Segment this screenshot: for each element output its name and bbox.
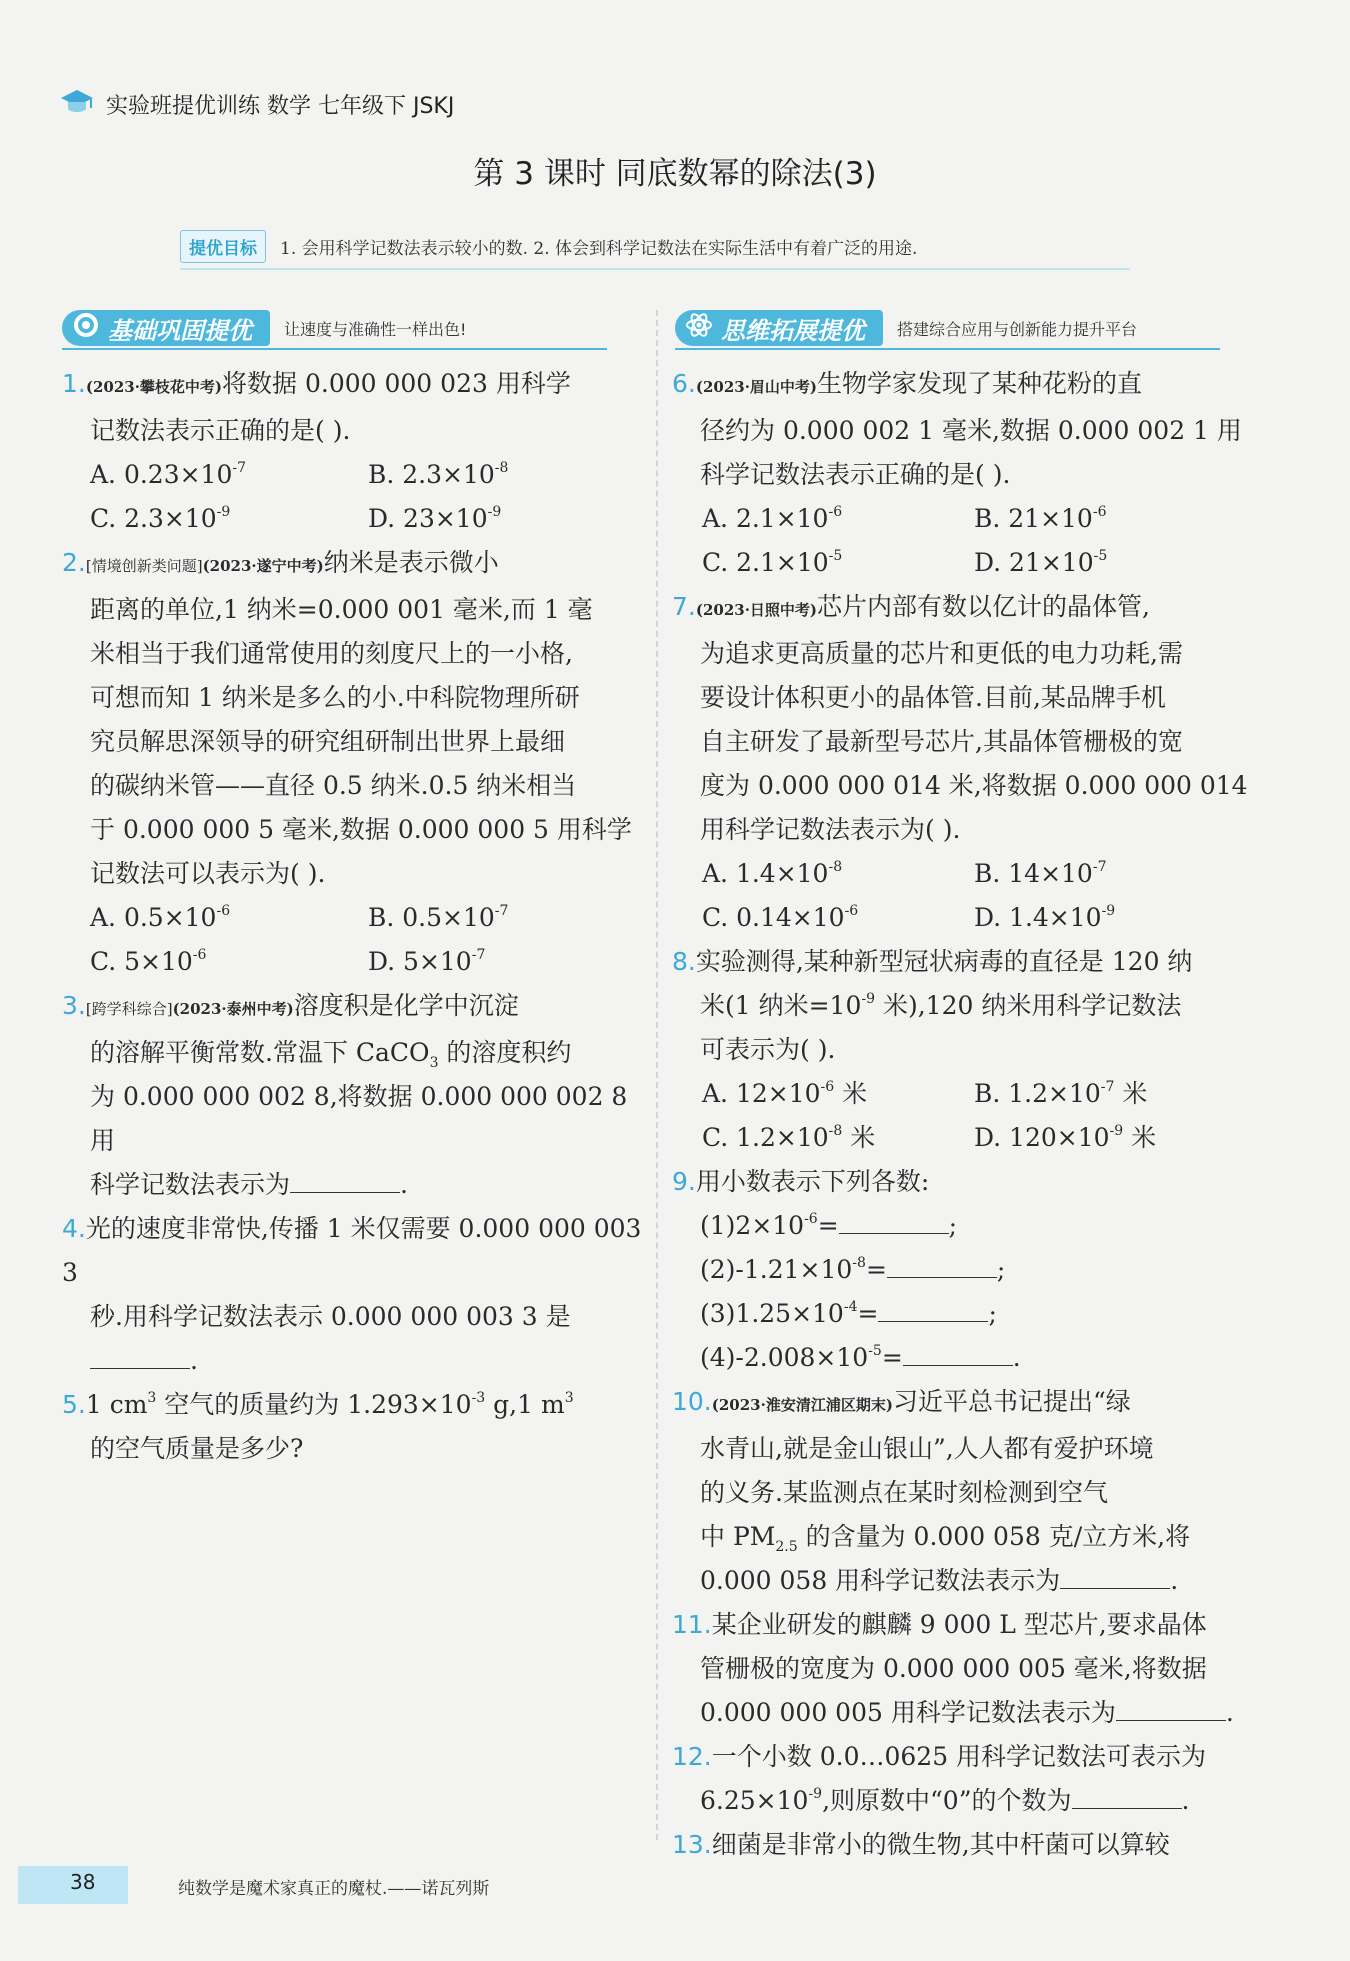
question-3: 3.[跨学科综合](2023·泰州中考)溶度积是化学中沉淀 的溶解平衡常数.常温下 CaCO$_3$ 的溶度积约 为 0.000 000 002 8,将数据 0.000 000 002 8 用 科学记数法表示为 . — [62, 991, 628, 1199]
option[interactable]: D. $23\times 10^{-9}$ — [368, 504, 502, 533]
option[interactable]: D. $1.4\times 10^{-9}$ — [974, 903, 1116, 932]
question-9: 9.用小数表示下列各数: $(1)2\times 10^{-6}=$ ; $(2)-1.21\times 10^{-8}=$ ; $(3)1.25\times 10^{-4}=$ ; $(4)-2.008\times 10^{-5}=$ . — [672, 1167, 1021, 1372]
target-icon — [72, 311, 100, 345]
answer-blank[interactable] — [903, 1343, 1013, 1366]
question-2: 2.[情境创新类问题](2023·遂宁中考)纳米是表示微小 距离的单位,1 纳米=0.000 001 毫米,而 1 毫 米相当于我们通常使用的刻度尺上的一小格, 可想而知 1 纳米是多么的小.中科院物理所研 究员解思深领导的研究组研制出世界上最细 的碳纳米管——直径 0.5 纳米.0.5 纳米相当 于 0.000 000 5 毫米,数据 0.000 000 5 用科学 记数法可以表示为( ). A. $0.5\times 10^{-6}$ B. $0.5\times 10^{-7}$ C. $5\times 10^{-6}$ D. $5\times 10^{-7}$ — [62, 541, 647, 984]
q2-options — [62, 896, 647, 984]
answer-blank[interactable] — [290, 1170, 400, 1193]
footer-quote: 纯数学是魔术家真正的魔杖.——诺瓦列斯 — [178, 1879, 490, 1899]
section-basic-banner — [62, 308, 466, 348]
q1-options — [62, 453, 647, 541]
option[interactable]: A. $12\times 10^{-6}$ 米 — [702, 1079, 868, 1108]
q6-options — [672, 497, 1272, 585]
question-7: 7.(2023·日照中考)芯片内部有数以亿计的晶体管, 为追求更高质量的芯片和更低的电力功耗,需 要设计体积更小的晶体管.目前,某品牌手机 自主研发了最新型号芯片,其晶体管栅极的宽 度为 0.000 000 014 米,将数据 0.000 000 014 用科学记数法表示为( ). A. $1.4\times 10^{-8}$ B. $14\times 10^{-7}$ C. $0.14\times 10^{-6}$ D. $1.4\times 10^{-9}$ — [672, 585, 1272, 940]
question-1: 1.(2023·攀枝花中考)将数据 0.000 000 023 用科学 记数法表示正确的是( ). A. $0.23\times 10^{-7}$ B. $2.3\times 10^{-8}$ C. $2.3\times 10^{-9}$ D. $23\times 10^{-9}$ — [62, 362, 647, 541]
option[interactable]: C. $1.2\times 10^{-8}$ 米 — [702, 1123, 876, 1152]
option[interactable]: B. $14\times 10^{-7}$ — [974, 859, 1107, 888]
question-13: 13.细菌是非常小的微生物,其中杆菌可以算较 — [672, 1830, 1170, 1859]
answer-blank[interactable] — [1116, 1698, 1226, 1721]
section-basic-title: 基础巩固提优 — [108, 316, 252, 345]
goals-text: 1. 会用科学记数法表示较小的数. 2. 体会到科学记数法在实际生活中有着广泛的用途. — [280, 238, 918, 259]
option[interactable]: C. $5\times 10^{-6}$ — [90, 947, 207, 976]
option[interactable]: A. $1.4\times 10^{-8}$ — [702, 859, 843, 888]
atom-icon — [685, 311, 713, 345]
graduation-cap-icon — [60, 88, 94, 120]
answer-blank[interactable] — [90, 1346, 190, 1369]
option[interactable]: B. $1.2\times 10^{-7}$ 米 — [974, 1079, 1148, 1108]
option[interactable]: C. $2.1\times 10^{-5}$ — [702, 548, 843, 577]
option[interactable]: D. $21\times 10^{-5}$ — [974, 548, 1108, 577]
option[interactable]: C. $0.14\times 10^{-6}$ — [702, 903, 859, 932]
question-4: 4.光的速度非常快,传播 1 米仅需要 0.000 000 003 3 秒.用科学记数法表示 0.000 000 003 3 是. — [62, 1214, 642, 1375]
option[interactable]: B. $2.3\times 10^{-8}$ — [368, 460, 509, 489]
goals-badge: 提优目标 — [180, 230, 266, 263]
question-11: 11.某企业研发的麒麟 9 000 L 型芯片,要求晶体 管栅极的宽度为 0.000 000 005 毫米,将数据 0.000 000 005 用科学记数法表示为 . — [672, 1610, 1234, 1727]
option[interactable]: A. $2.1\times 10^{-6}$ — [702, 504, 843, 533]
column-divider — [656, 310, 658, 1840]
section-ext-title: 思维拓展提优 — [721, 316, 865, 345]
question-8: 8.实验测得,某种新型冠状病毒的直径是 120 纳 米(1 纳米$=10^{-9}$ 米),120 纳米用科学记数法 可表示为( ). A. $12\times 10^{-6}$ 米 B. $1.2\times 10^{-7}$ 米 C. $1.2\times 10^{-8}$ 米 D. $120\times 10^{-9}$ 米 — [672, 940, 1272, 1160]
goals-box — [180, 224, 1130, 270]
section-ext-subtitle: 搭建综合应用与创新能力提升平台 — [897, 319, 1138, 339]
option[interactable]: A. $0.5\times 10^{-6}$ — [90, 903, 231, 932]
option[interactable]: C. $2.3\times 10^{-9}$ — [90, 504, 231, 533]
q7-options — [672, 852, 1272, 940]
right-column — [672, 362, 1272, 1867]
answer-blank[interactable] — [878, 1299, 988, 1322]
section-basic-underline — [62, 348, 607, 350]
section-ext-banner — [675, 308, 1137, 348]
section-ext-underline — [675, 348, 1220, 350]
option[interactable]: B. $0.5\times 10^{-7}$ — [368, 903, 509, 932]
left-column — [62, 362, 647, 1471]
answer-blank[interactable] — [887, 1255, 997, 1278]
section-basic-subtitle: 让速度与准确性一样出色! — [284, 319, 467, 339]
question-12: 12.一个小数 0.0…0625 用科学记数法可表示为 $6.25\times 10^{-9}$,则原数中“0”的个数为 . — [672, 1742, 1207, 1815]
page-number: 38 — [70, 1870, 96, 1894]
option[interactable]: D. $5\times 10^{-7}$ — [368, 947, 486, 976]
q8-options — [672, 1072, 1272, 1160]
series-title: 实验班提优训练 数学 七年级下 JSKJ — [106, 93, 455, 119]
answer-blank[interactable] — [839, 1211, 949, 1234]
option[interactable]: A. $0.23\times 10^{-7}$ — [90, 460, 247, 489]
question-10: 10.(2023·淮安清江浦区期末)习近平总书记提出“绿 水青山,就是金山银山”,人人都有爱护环境 的义务.某监测点在某时刻检测到空气 中 $PM_{2.5}$ 的含量为 0.000 058 克/立方米,将 0.000 058 用科学记数法表示为 . — [672, 1387, 1191, 1595]
option[interactable]: B. $21\times 10^{-6}$ — [974, 504, 1107, 533]
question-6: 6.(2023·眉山中考)生物学家发现了某种花粉的直 径约为 0.000 002 1 毫米,数据 0.000 002 1 用 科学记数法表示正确的是( ). A. $2.1\times 10^{-6}$ B. $21\times 10^{-6}$ C. $2.1\times 10^{-5}$ D. $21\times 10^{-5}$ — [672, 362, 1272, 585]
page-header — [60, 88, 454, 120]
lesson-title: 第 3 课时 同底数幂的除法(3) — [473, 156, 877, 192]
answer-blank[interactable] — [1072, 1786, 1182, 1809]
answer-blank[interactable] — [1060, 1566, 1170, 1589]
question-5: 5.1 $cm^3$ 空气的质量约为 $1.293\times 10^{-3}$ g,1 $m^3$ 的空气质量是多少? — [62, 1390, 574, 1463]
option[interactable]: D. $120\times 10^{-9}$ 米 — [974, 1123, 1157, 1152]
